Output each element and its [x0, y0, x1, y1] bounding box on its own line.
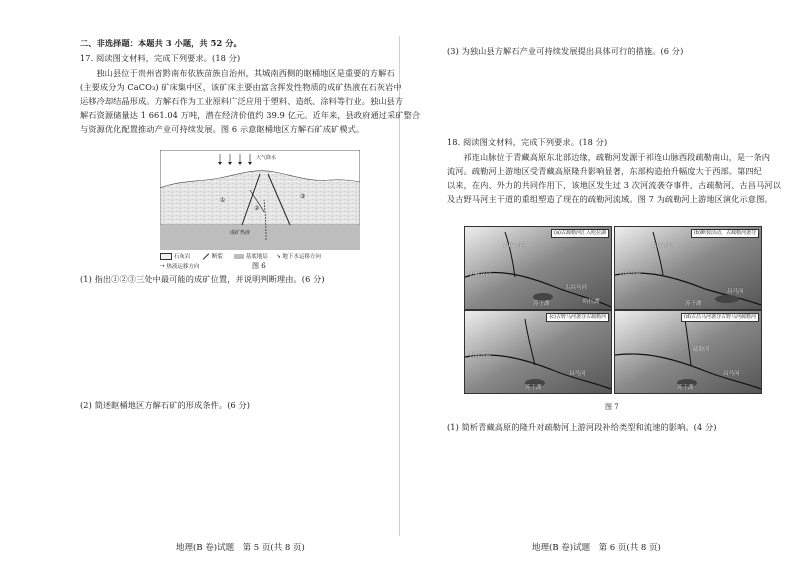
legend-item: ↘ 地下水运移方向 [276, 253, 321, 260]
q18-sub1: (1) 简析青藏高原的隆升对疏勒河上游河段补给类型和流速的影响。(4 分) [447, 422, 717, 432]
q17-sub1: (1) 指出①②③三处中最可能的成矿位置，并说明判断理由。(6 分) [80, 274, 325, 284]
map-label: 苏干湖 [533, 301, 550, 307]
map-label: 古昌马河 [565, 285, 588, 291]
groundwater-arrow-icon: ↘ [276, 253, 281, 260]
figure-6-caption: 图 6 [252, 262, 266, 270]
map-label: 苏干湖 [685, 301, 702, 307]
q18-line: 祁连山脉位于青藏高原东北部边缘，疏勒河发源于祁连山脉西段疏勒南山，是一条内 [463, 152, 771, 162]
fault-icon [203, 253, 209, 259]
limestone-icon [160, 253, 172, 260]
q18-paragraph [447, 150, 781, 206]
marker-1: ① [220, 197, 226, 204]
basement-layer [160, 225, 360, 250]
q17-sub3: (3) 为独山县方解石产业可持续发展提出具体可行的措施。(6 分) [447, 46, 684, 56]
map-label: 哈拉湖 [583, 299, 600, 305]
map-tag: (b)断裂活动，古疏勒河袭夺 [691, 229, 759, 238]
map-label: 古疏勒河 [503, 243, 526, 249]
basement-icon [234, 254, 244, 259]
q17-line: 解石资源储量达 1 661.04 万吨，潜在经济价值约 39.9 亿元。近年来，县政府通过采矿整合 [80, 110, 421, 120]
legend-item: 石灰岩 [160, 252, 190, 260]
q18-line: 流河。疏勒河上游地区受青藏高原隆升影响显著，东部构造抬升幅度大于西部。第四纪 [447, 166, 762, 176]
legend-item: 基底地层 [234, 252, 268, 260]
legend-item: 断裂 [202, 252, 223, 260]
map-label: 昌马河 [727, 289, 744, 295]
q18-line: 以来，在内、外力的共同作用下，该地区发生过 3 次河流袭夺事件，古疏勒河、古昌马河以 [447, 180, 781, 190]
q17-sub2: (2) 简述眍桶地区方解石矿的形成条件。(6 分) [80, 400, 251, 410]
q17-line: 运移冷却结晶形成。方解石作为工业原料广泛应用于塑料、造纸、涂料等行业。独山县方 [80, 96, 404, 106]
hydrothermal-arrow-icon: ⇢ [160, 263, 165, 270]
map-label: 古野马河 [469, 353, 492, 359]
q18-line: 及古野马河主干道的重组塑造了现在的疏勒河流域。图 7 为疏勒河上游地区演化示意图。 [447, 194, 773, 204]
map-label: 苏干湖 [525, 385, 542, 391]
left-footer: 地理(B 卷)试题 第 5 页(共 8 页) [176, 543, 305, 553]
q17-paragraph [80, 66, 421, 136]
map-label: 古野马河 [469, 273, 492, 279]
map-label: 古野马河 [619, 271, 642, 277]
map-d [614, 310, 762, 394]
map-tag: (c)古野马河袭夺古疏勒河 [546, 313, 609, 322]
right-page [400, 0, 800, 579]
q17-line: (主要成分为 CaCO₃) 矿床集中区，该矿床主要由富含挥发性物质的成矿热液在石灰岩中 [80, 82, 402, 92]
q17-line: 独山县位于贵州省黔南布依族苗族自治州，其城南西侧的眍桶地区是重要的方解石 [96, 68, 395, 78]
figure-6 [160, 150, 360, 250]
map-tag: (a)古疏勒河汇入哈拉湖 [551, 229, 609, 238]
q17-line: 与资源优化配置推动产业可持续发展。图 6 示意眍桶地区方解石矿成矿模式。 [80, 124, 365, 134]
section-title: 二、非选择题：本题共 3 小题，共 52 分。 [80, 38, 242, 48]
marker-2: ② [254, 205, 260, 212]
ore-model-diagram [160, 150, 360, 250]
bottom-label: 成矿热液 [230, 230, 251, 236]
terrain-map [615, 311, 761, 393]
map-label: 古疏勒河 [651, 243, 674, 249]
map-a [464, 226, 612, 310]
top-label: 大气降水 [256, 155, 277, 161]
legend-item: ⇢ 热液运移方向 [160, 263, 200, 270]
map-label: 疏勒河 [693, 347, 710, 353]
map-b [614, 226, 762, 310]
q17-heading: 17. 阅读图文材料，完成下列要求。(18 分) [80, 53, 241, 63]
map-c [464, 310, 612, 394]
map-label: 昌马河 [723, 371, 740, 377]
q18-heading: 18. 阅读图文材料，完成下列要求。(18 分) [447, 137, 608, 147]
map-tag: (d)古昌马河袭夺古野马河疏勒河 [681, 313, 759, 322]
map-label: 昌马河 [569, 371, 586, 377]
map-label: 苏干湖 [677, 385, 694, 391]
terrain-map [615, 227, 761, 309]
figure-7-caption: 图 7 [605, 403, 619, 411]
right-footer: 地理(B 卷)试题 第 6 页(共 8 页) [532, 543, 661, 553]
marker-3: ③ [300, 193, 306, 200]
